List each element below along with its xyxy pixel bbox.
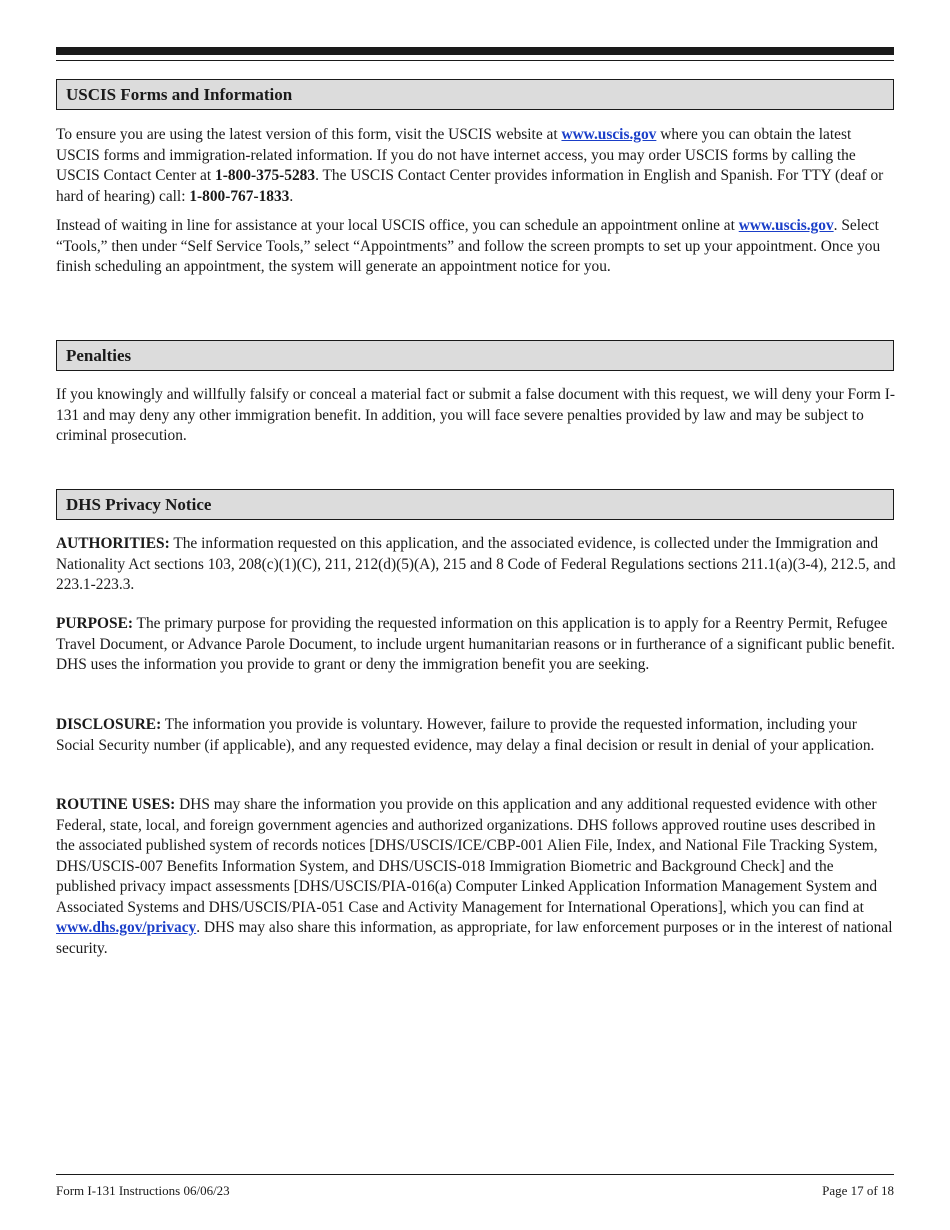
authorities-paragraph: AUTHORITIES: The information requested on this application, and the associated evidence, is collected under the Immigration and Nationality Act sections 103, 208(c)(1)(C), 211, 212(d)(5)(A), 215 and 8 Code of Federal Regulations sections 211.1(a)(3-4), 212.5, and 223.1-223.3. xyxy=(56,535,896,593)
forms-paragraph-2: Instead of waiting in line for assistance at your local USCIS office, you can schedule an appointment online at www.uscis.gov. Select “Tools,” then under “Self Service Tools,” select “Appointments” and follow the screen prompts to set up your appointment. Once you finish scheduling an appointment, the system will generate an appointment notice for you. xyxy=(56,217,881,275)
contact-center-phone: 1-800-375-5283 xyxy=(215,167,316,184)
purpose-paragraph: PURPOSE: The primary purpose for providing the requested information on this application is to apply for a Reentry Permit, Refugee Travel Document, or Advance Parole Document, to include urgent humanitarian reasons or in furtherance of a significant public benefit. DHS uses the information you provide to grant or deny the immigration benefit you are seeking. xyxy=(56,615,895,673)
tty-phone: 1-800-767-1833 xyxy=(189,187,290,205)
section-title: USCIS Forms and Information xyxy=(66,85,293,104)
footer-rule xyxy=(56,1174,894,1175)
dhs-privacy-link[interactable]: www.dhs.gov/privacy xyxy=(56,919,197,936)
section-header-penalties xyxy=(56,340,894,371)
top-rule-thick xyxy=(56,47,894,55)
form-identifier: Form I-131 Instructions 06/06/23 xyxy=(56,1183,230,1198)
section-title: Penalties xyxy=(66,346,132,365)
section-header-privacy xyxy=(56,489,894,520)
uscis-link[interactable]: www.uscis.gov xyxy=(738,217,834,234)
penalties-paragraph: If you knowingly and willfully falsify or conceal a material fact or submit a false document with this request, we will deny your Form I-131 and may deny any other immigration benefit. In addition, you will face severe penalties provided by law and may be subject to criminal prosecution. xyxy=(56,386,895,444)
forms-paragraph-1: To ensure you are using the latest version of this form, visit the USCIS website at www.uscis.gov where you can obtain the latest USCIS forms and immigration-related information. If you do not have internet access, you may order USCIS forms by calling the USCIS Contact Center at 1-800-375-5283. The USCIS Contact Center provides information in English and Spanish. For TTY (deaf or hard of hearing) call: 1-800-767-1833. xyxy=(56,126,884,205)
section-header-forms xyxy=(56,79,894,110)
routine-uses-paragraph: ROUTINE USES: DHS may share the information you provide on this application and any additional requested evidence with other Federal, state, local, and foreign government agencies and authorized organizations. DHS follows approved routine uses described in the associated published system of records notices [DHS/USCIS/ICE/CBP-001 Alien File, Index, and National File Tracking System, DHS/USCIS-007 Benefits Information System, and DHS/USCIS-018 Immigration Biometric and Background Check] and the published privacy impact assessments [DHS/USCIS/PIA-016(a) Computer Linked Application Information Management System and Associated Systems and DHS/USCIS/PIA-051 Case and Activity Management for International Operations], which you can find at www.dhs.gov/privacy. DHS may also share this information, as appropriate, for law enforcement purposes or in the interest of national security. xyxy=(56,796,893,957)
top-rule-thin xyxy=(56,60,894,61)
uscis-link[interactable]: www.uscis.gov xyxy=(561,126,657,143)
section-title: DHS Privacy Notice xyxy=(66,495,212,514)
disclosure-paragraph: DISCLOSURE: The information you provide is voluntary. However, failure to provide the requested information, including your Social Security number (if applicable), and any requested evidence, may delay a final decision or result in denial of your application. xyxy=(56,716,875,754)
page-number: Page 17 of 18 xyxy=(822,1183,894,1198)
